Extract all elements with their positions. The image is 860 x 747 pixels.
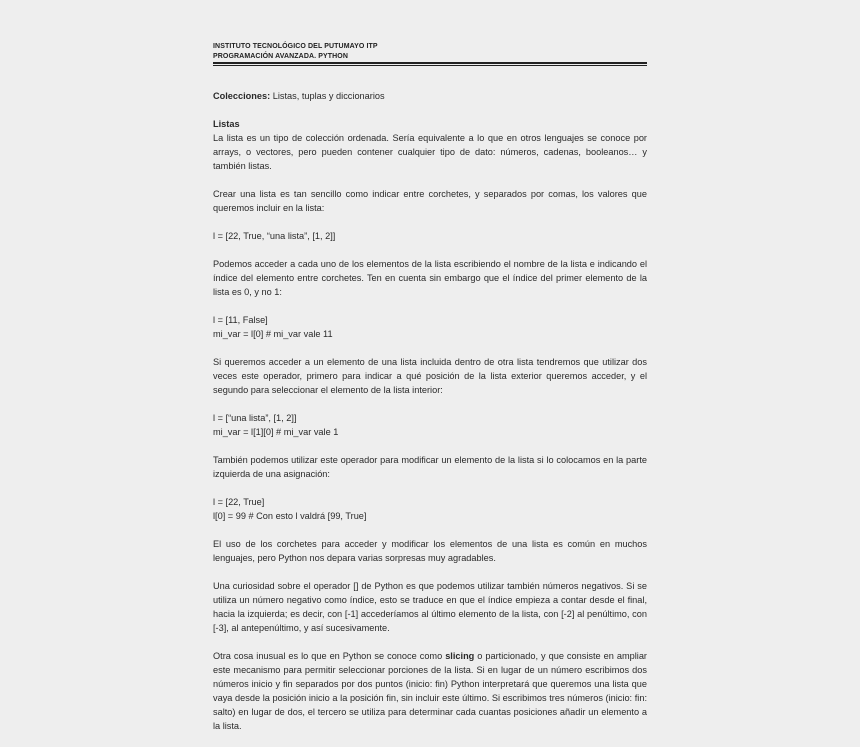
paragraph-2: Crear una lista es tan sencillo como indicar entre corchetes, y separados por comas, los valores que queremos incluir en la lista: [213, 189, 647, 213]
slicing-term: slicing [445, 651, 475, 661]
header-institution: INSTITUTO TECNOLÓGICO DEL PUTUMAYO ITP [213, 43, 378, 50]
section-heading: Listas [213, 119, 240, 129]
paragraph-4: Si queremos acceder a un elemento de una lista incluida dentro de otra lista tendremos que utilizar dos veces este operador, primero para indicar a qué posición de la lista exterior queremos acceder, y el segundo para seleccionar el elemento de la lista interior: [213, 357, 647, 395]
paragraph-7: Una curiosidad sobre el operador [] de Python es que podemos utilizar también números negativos. Si se utiliza un número negativo como índice, esto se traduce en que el índice empieza a contar desde el final, hacia la izquierda; es decir, con [-1] accederíamos al último elemento de la lista, con [-2] al penúltimo, con [-3], al antepenúltimo, y así sucesivamente. [213, 581, 647, 633]
paragraph-5: También podemos utilizar este operador para modificar un elemento de la lista si lo colocamos en la parte izquierda de una asignación: [213, 455, 647, 479]
document-header [213, 42, 647, 62]
code-line-4b: l[0] = 99 # Con esto l valdrá [99, True] [213, 511, 367, 521]
code-line-2b: mi_var = l[0] # mi_var vale 11 [213, 329, 333, 339]
header-course: PROGRAMACIÓN AVANZADA. PYTHON [213, 53, 348, 60]
document-title [213, 89, 647, 103]
title-bold: Colecciones: [213, 91, 271, 101]
paragraph-6: El uso de los corchetes para acceder y modificar los elementos de una lista es común en muchos lenguajes, pero Python nos depara varias sorpresas muy agradables. [213, 539, 647, 563]
code-line-2a: l = [11, False] [213, 315, 268, 325]
title-rest: Listas, tuplas y diccionarios [270, 91, 385, 101]
code-line-4a: l = [22, True] [213, 497, 265, 507]
paragraph-3: Podemos acceder a cada uno de los elementos de la lista escribiendo el nombre de la lista e indicando el índice del elemento entre corchetes. Ten en cuenta sin embargo que el índice del primer elemento de la lista es 0, y no 1: [213, 259, 647, 297]
paragraph-1: La lista es un tipo de colección ordenada. Sería equivalente a lo que en otros lenguajes se conoce por arrays, o vectores, pero pueden contener cualquier tipo de dato: números, cadenas, booleanos… y también listas. [213, 133, 647, 171]
code-line-3a: l = [“una lista”, [1, 2]] [213, 413, 297, 423]
paragraph-8: Otra cosa inusual es lo que en Python se conoce como slicing o particionado, y que consiste en ampliar este mecanismo para permitir seleccionar porciones de la lista. Si en lugar de un número escribimos dos números inicio y fin separados por dos puntos (inicio: fin) Python interpretará que queremos una lista que vaya desde la posición inicio a la posición fin, sin incluir este último. Si escribimos tres números (inicio: fin: salto) en lugar de dos, el tercero se utiliza para determinar cada cuantas posiciones añadir un elemento a la lista. [213, 651, 647, 731]
code-line-3b: mi_var = l[1][0] # mi_var vale 1 [213, 427, 339, 437]
header-rule [213, 62, 647, 66]
document-body [213, 89, 647, 747]
code-line-1: l = [22, True, “una lista”, [1, 2]] [213, 231, 336, 241]
